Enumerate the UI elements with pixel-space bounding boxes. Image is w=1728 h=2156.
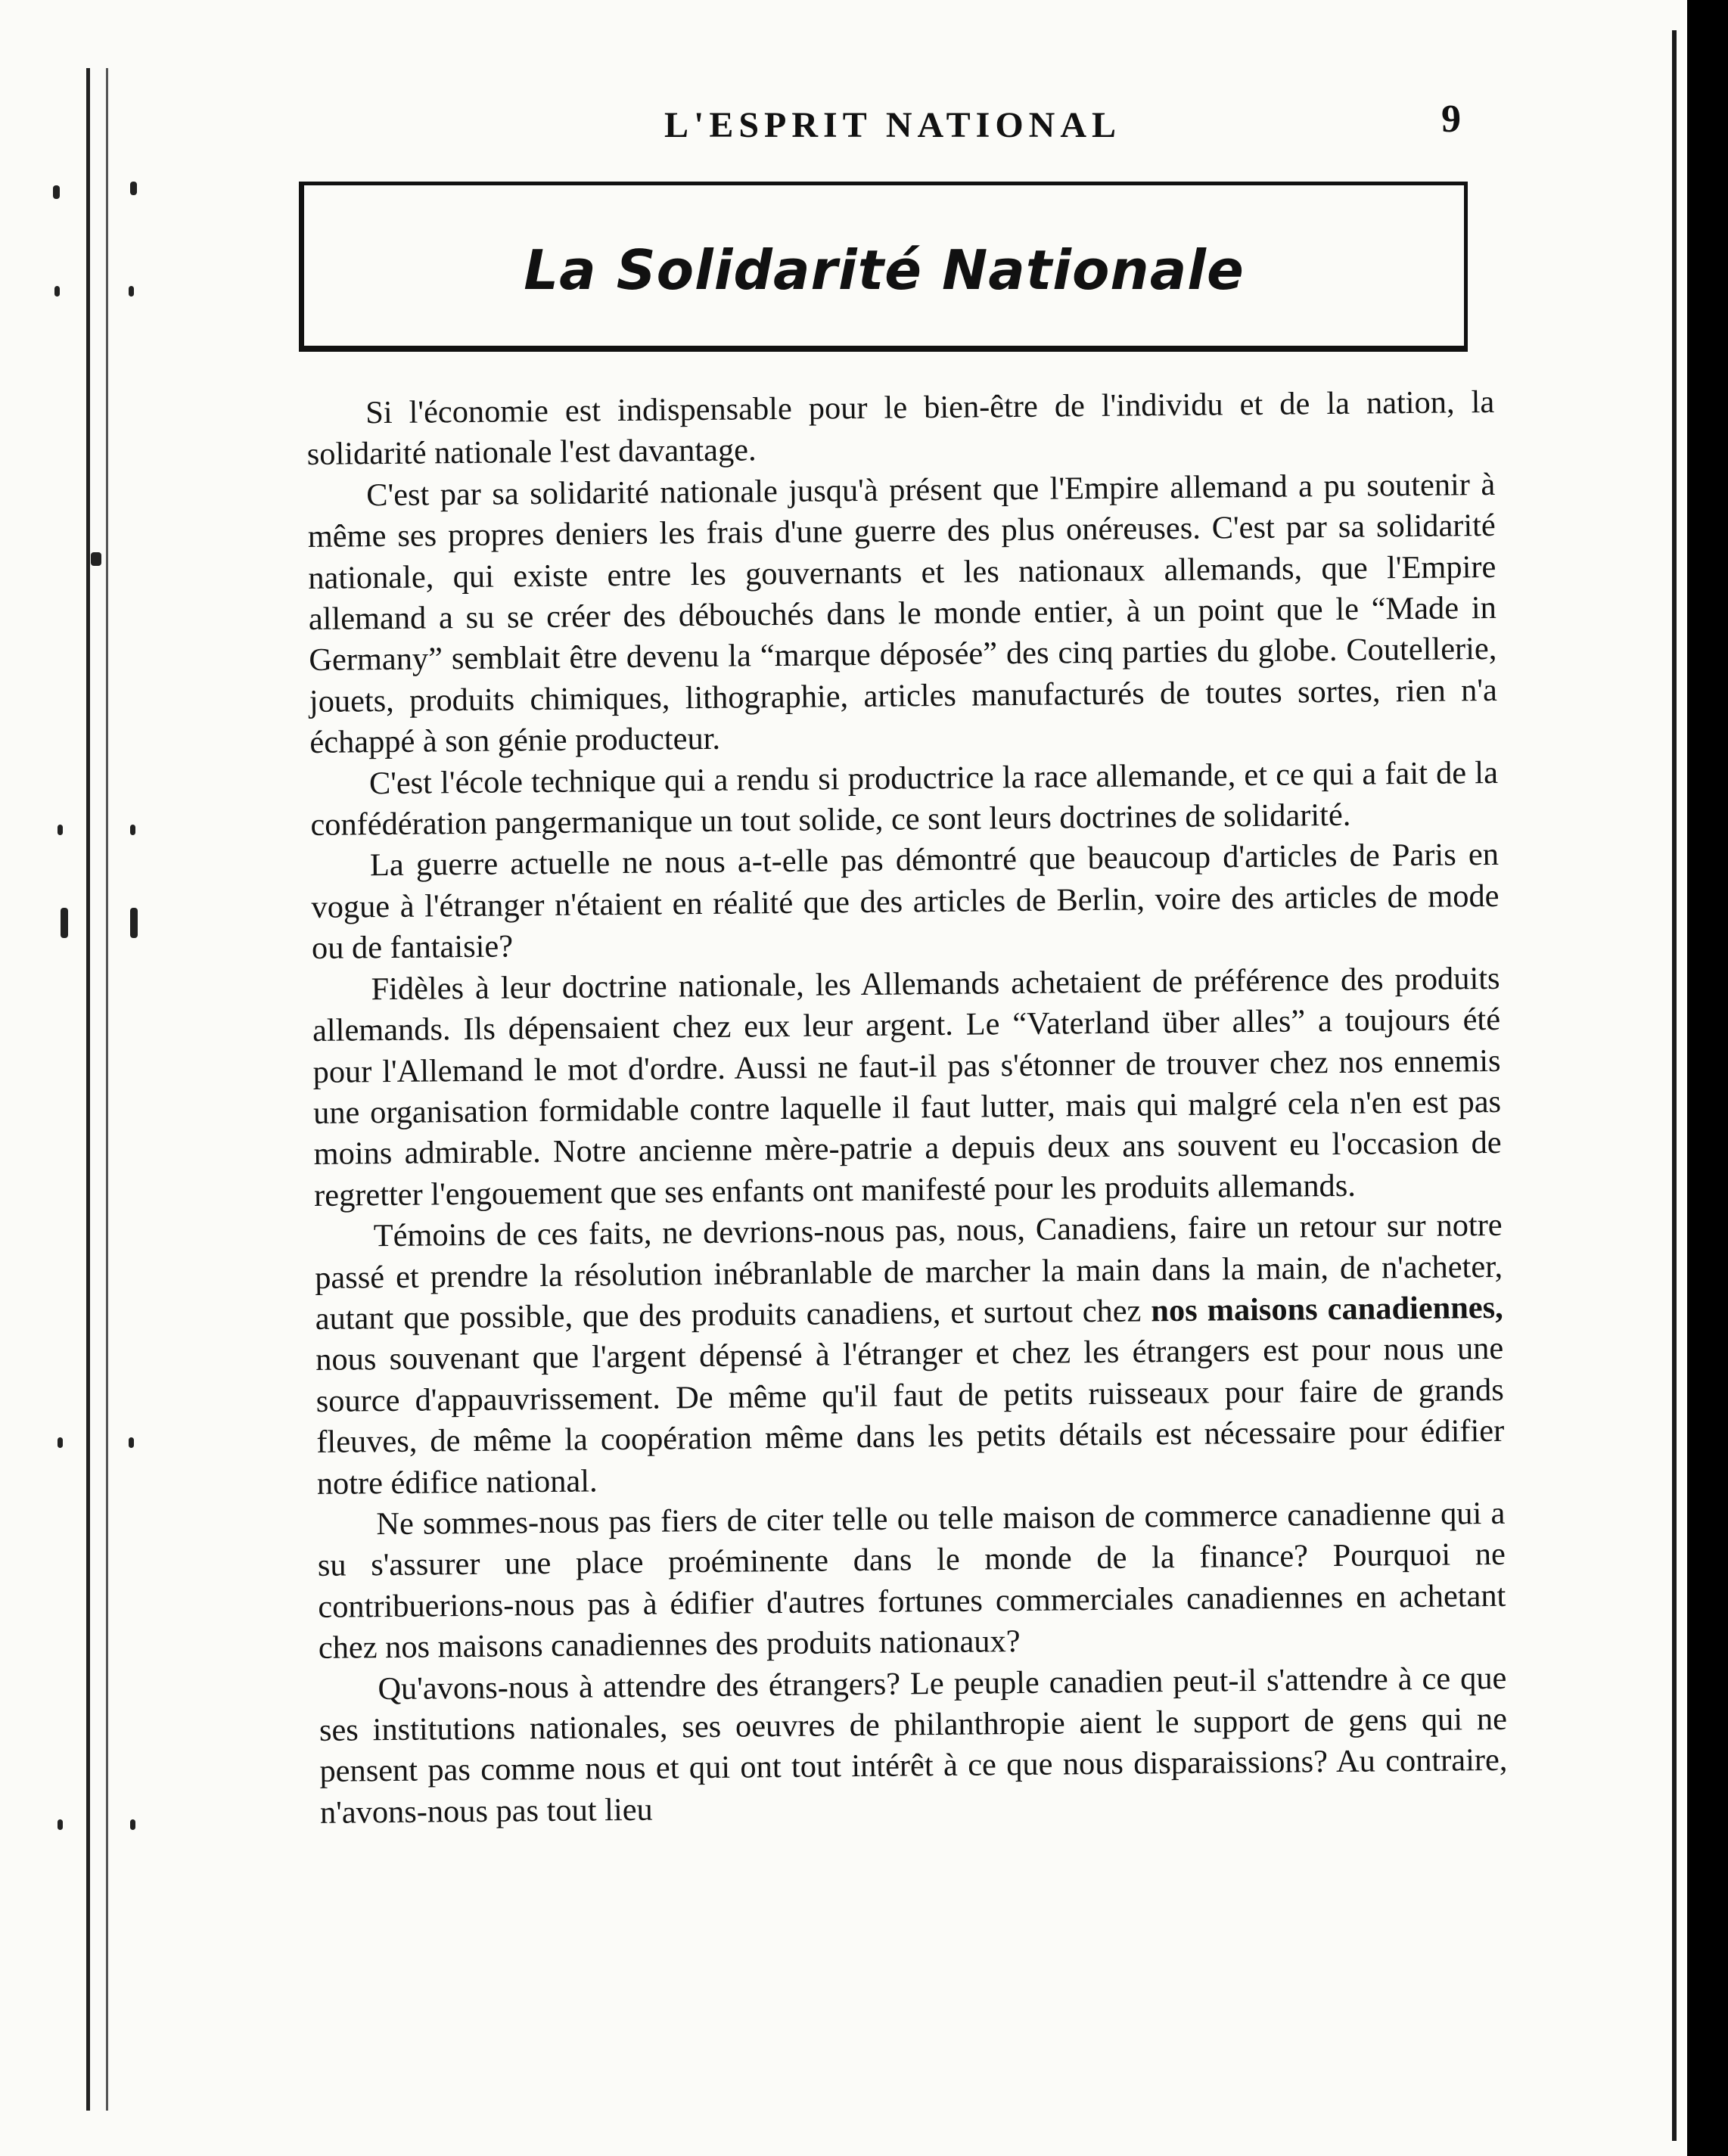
- article-title: La Solidarité Nationale: [524, 238, 1245, 302]
- binding-hole-mark: [57, 1819, 63, 1830]
- binding-hole-mark: [130, 182, 137, 195]
- binding-hole-mark: [129, 1437, 134, 1448]
- emphasis-text: nos maisons canadiennes,: [1151, 1289, 1503, 1329]
- binding-hole-mark: [57, 1437, 63, 1448]
- paragraph: Fidèles à leur doctrine nationale, les Allemands achetaient de préférence des produits allemands. Ils dépensaient chez eux leur argent. Le “Vaterland über alles” a toujours été pour l'Allemand le mot d'ordre. Aussi ne faut-il pas s'étonner de trouver chez nos ennemis une organisation formidable contre laquelle il faut lutter, mais qui malgré cela n'en est pas moins admirable. Notre ancienne mère-patrie a depuis deux ans souvent eu l'occasion de regretter l'engouement que ses enfants ont manifesté pour les produits allemands.: [312, 960, 1502, 1213]
- binding-hole-mark: [130, 908, 138, 938]
- binding-hole-mark: [54, 286, 60, 297]
- binding-hole-mark: [91, 552, 101, 566]
- paragraph: Qu'avons-nous à attendre des étrangers? Le peuple canadien peut-il s'attendre à ce que ses institutions nationales, ses oeuvres de philanthropie aient le support de gens qui ne pensent pas comme nous et qui ont tout intérêt à ce que nous disparaissions? Au contraire, n'avons-nous pas tout lieu: [319, 1660, 1508, 1831]
- scan-edge-line: [1672, 30, 1677, 2141]
- page-number: 9: [1441, 98, 1461, 141]
- paragraph: [314, 1205, 1505, 1505]
- article-body: [306, 382, 1508, 1834]
- binding-hole-mark: [61, 908, 68, 938]
- binding-rule: [86, 68, 90, 2111]
- paragraph: La guerre actuelle ne nous a-t-elle pas démontré que beaucoup d'articles de Paris en vogue à l'étranger n'étaient en réalité que des articles de Berlin, voire des articles de mode ou de fantaisie?: [311, 837, 1500, 967]
- scan-border: [1687, 0, 1728, 2156]
- binding-hole-mark: [129, 286, 134, 297]
- binding-hole-mark: [130, 1819, 135, 1830]
- binding-hole-mark: [53, 185, 60, 199]
- paragraph: C'est l'école technique qui a rendu si productrice la race allemande, et ce qui a fait de la confédération pangermanique un tout solide, ce sont leurs doctrines de solidarité.: [310, 754, 1499, 843]
- paragraph: Ne sommes-nous pas fiers de citer telle ou telle maison de commerce canadienne qui a su s'assurer une place proéminente dans le monde de la finance? Pourquoi ne contribuerions-nous pas à édifier d'autres fortunes commerciales canadiennes en achetant chez nos maisons canadiennes des produits nationaux?: [317, 1495, 1506, 1667]
- binding-hole-mark: [57, 825, 63, 835]
- paragraph: Si l'économie est indispensable pour le bien-être de l'individu et de la nation, la solidarité nationale l'est davantage.: [306, 384, 1495, 473]
- binding-rule-inner: [106, 68, 108, 2111]
- running-title: L'ESPRIT NATIONAL: [664, 105, 1121, 145]
- title-box: [299, 182, 1468, 352]
- paragraph-text: Témoins de ces faits, ne devrions-nous pas, nous, Canadiens, faire un retour sur notre passé et prendre la résolution inébranlable de marcher la main dans la main, de n'acheter, autant que possible, que des produits canadiens, et surtout chez: [314, 1207, 1503, 1337]
- binding-hole-mark: [130, 825, 135, 835]
- paragraph-text: nous souvenant que l'argent dépensé à l'étranger et chez les étrangers est pour nous une source d'appauvrissement. De même qu'il faut de petits ruisseaux pour faire de grands fleuves, de même la coopération même dans les petits détails est nécessaire pour édifier notre édifice national.: [315, 1331, 1505, 1502]
- paragraph: C'est par sa solidarité nationale jusqu'à présent que l'Empire allemand a pu soutenir à même ses propres deniers les frais d'une guerre des plus onéreuses. C'est par sa solidarité nationale, qui existe entre les gouvernants et les nationaux allemands, que l'Empire allemand a su se créer des débouchés dans le monde entier, à un point que le “Made in Germany” semblait être devenu la “marque déposée” des cinq parties du globe. Coutellerie, jouets, produits chimiques, lithographie, articles manufacturés de toutes sortes, rien n'a échappé à son génie producteur.: [307, 466, 1498, 761]
